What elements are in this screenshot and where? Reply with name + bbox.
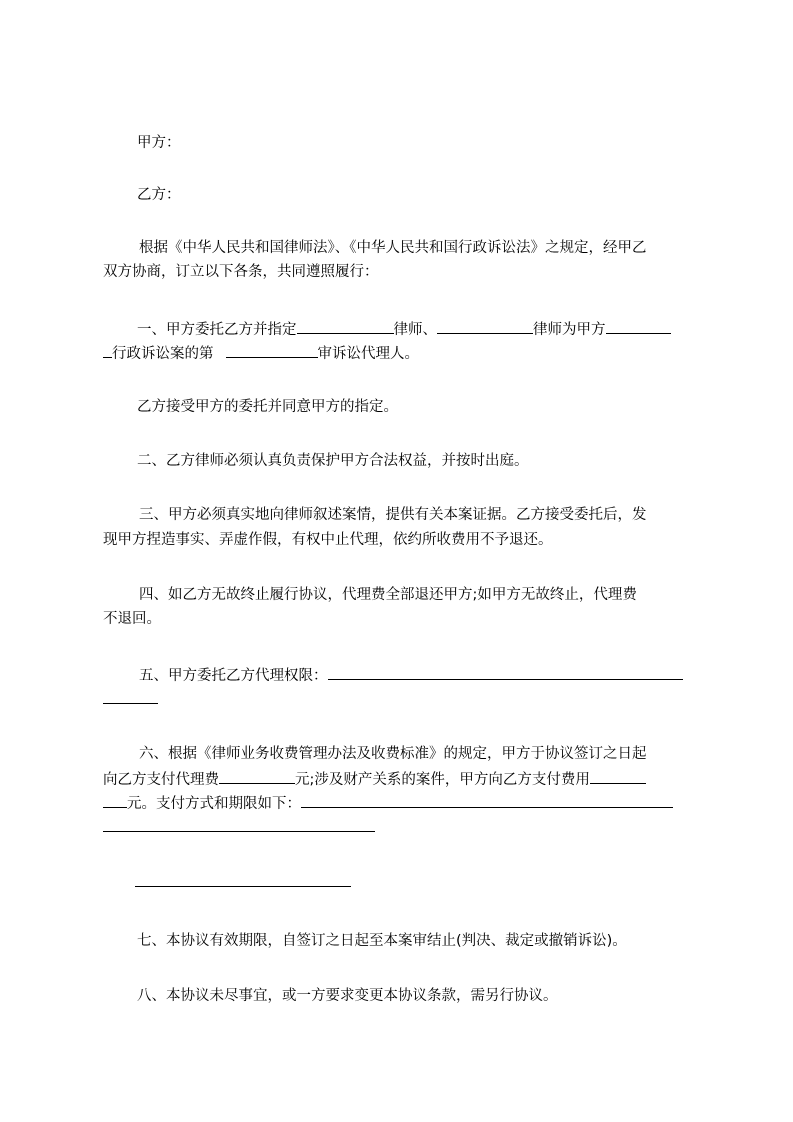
authority-blank[interactable]: [328, 664, 683, 680]
intro-line-2: 双方协商，订立以下各条，共同遵照履行：: [103, 264, 379, 280]
property-fee-blank-cont[interactable]: [103, 792, 127, 808]
clause-7: 七、本协议有效期限，自签订之日起至本案审结止(判决、裁定或撤销诉讼)。: [137, 933, 627, 949]
payment-terms-blank[interactable]: [301, 792, 673, 808]
lawyer-1-blank[interactable]: [297, 318, 394, 334]
clause-6-line-5: [135, 871, 351, 893]
lawyer-2-blank[interactable]: [437, 318, 533, 334]
clause-6-pay-suffix: 元。支付方式和期限如下：: [127, 796, 301, 812]
clause-5-line-2: [103, 688, 158, 710]
party-a-name-blank-cont[interactable]: [103, 342, 112, 358]
clause-4-line-2: 不退回。: [103, 611, 161, 627]
clause-6-line-1: 六、根据《律师业务收费管理办法及收费标准》的规定，甲方于协议签订之日起: [139, 746, 647, 762]
clause-2: 二、乙方律师必须认真负责保护甲方合法权益，并按时出庭。: [137, 453, 529, 469]
agency-fee-blank[interactable]: [219, 768, 295, 784]
clause-1-case: 行政诉讼案的第: [112, 346, 214, 362]
party-a-name-blank[interactable]: [606, 318, 671, 334]
party-a-label: 甲方：: [137, 135, 181, 151]
clause-1-accept: 乙方接受甲方的委托并同意甲方的指定。: [137, 399, 398, 415]
clause-6-line-3: [103, 792, 673, 814]
authority-blank-cont[interactable]: [103, 688, 158, 704]
clause-1-prefix: 一、甲方委托乙方并指定: [137, 322, 297, 338]
clause-1-role: 审诉讼代理人。: [317, 346, 419, 362]
intro-line-1: 根据《中华人民共和国律师法》、《中华人民共和国行政诉讼法》之规定，经甲乙: [139, 240, 647, 256]
trial-instance-blank[interactable]: [226, 342, 318, 358]
clause-1-line-2: [103, 342, 419, 364]
clause-1-lawyer-1: 律师、: [393, 322, 437, 338]
clause-4-line-1: 四、如乙方无故终止履行协议，代理费全部退还甲方;如甲方无故终止，代理费: [139, 587, 637, 603]
clause-6-line-4: [103, 816, 375, 838]
clause-6-line-2: [103, 768, 646, 790]
party-b-label: 乙方：: [137, 187, 181, 203]
clause-8: 八、本协议未尽事宜，或一方要求变更本协议条款，需另行协议。: [137, 988, 558, 1004]
clause-1-lawyer-2: 律师为甲方: [533, 322, 606, 338]
clause-6-pay-mid: 元;涉及财产关系的案件，甲方向乙方支付费用: [295, 772, 590, 788]
payment-terms-blank-extra[interactable]: [135, 871, 351, 887]
property-fee-blank[interactable]: [590, 768, 646, 784]
clause-3-line-2: 现甲方捏造事实、弄虚作假，有权中止代理，依约所收费用不予退还。: [103, 532, 553, 548]
clause-5-prefix: 五、甲方委托乙方代理权限：: [139, 668, 328, 684]
clause-3-line-1: 三、甲方必须真实地向律师叙述案情，提供有关本案证据。乙方接受委托后，发: [139, 507, 647, 523]
clause-1-line-1: [137, 318, 671, 340]
payment-terms-blank-cont[interactable]: [103, 816, 375, 832]
clause-5-line-1: [139, 664, 683, 686]
clause-6-pay-prefix: 向乙方支付代理费: [103, 772, 219, 788]
